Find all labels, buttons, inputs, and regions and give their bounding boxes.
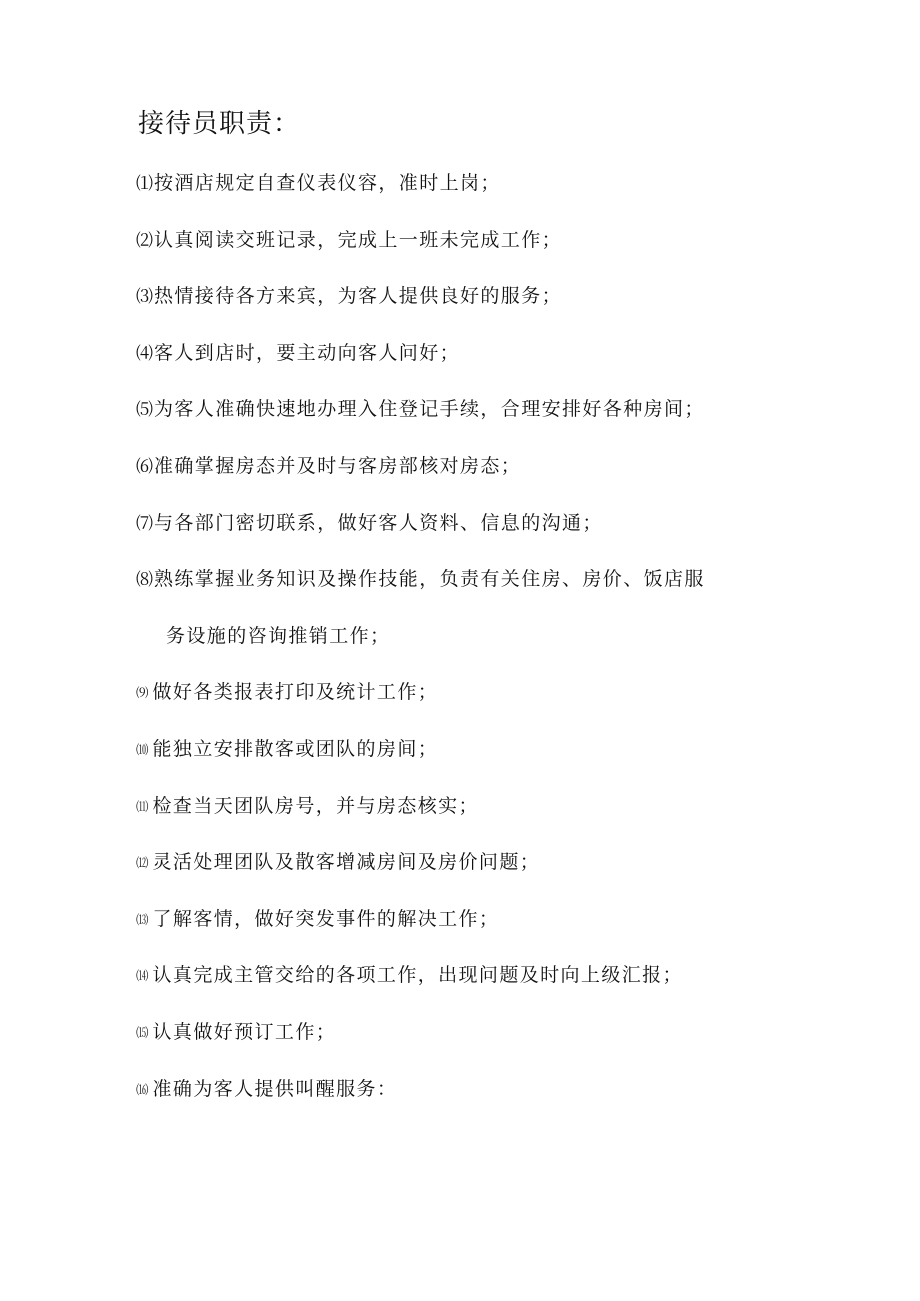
item-text: 按酒店规定自查仪表仪容，准时上岗；	[154, 172, 501, 194]
list-item	[136, 451, 705, 508]
list-item	[136, 1074, 705, 1131]
item-text: 了解客情，做好突发事件的解决工作；	[152, 907, 500, 930]
document-title: 接待员职责：	[138, 109, 301, 139]
item-number: ⑴	[136, 174, 153, 194]
item-number: ⒂	[136, 1024, 149, 1040]
item-text: 准确掌握房态并及时与客房部核对房态；	[154, 454, 522, 477]
list-item	[136, 1017, 705, 1074]
list-item	[136, 225, 705, 282]
item-text: 为客人准确快速地办理入住登记手续，合理安排好各种房间；	[154, 398, 705, 421]
item-number: ⑽	[136, 741, 149, 757]
list-item	[136, 508, 705, 565]
item-text: 熟练掌握业务知识及操作技能，负责有关住房、房价、饭店服	[154, 568, 705, 591]
item-text-continuation: 务设施的咨询推销工作；	[166, 624, 391, 647]
list-item	[136, 168, 705, 225]
list-item	[136, 734, 705, 791]
item-number: ⑼	[136, 685, 149, 701]
item-number: ⒁	[136, 968, 149, 984]
item-number: ⑵	[136, 230, 153, 251]
list-item	[136, 960, 705, 1017]
item-number: ⑹	[136, 456, 153, 477]
list-item	[136, 677, 705, 734]
list-item	[136, 338, 705, 395]
item-text: 认真完成主管交给的各项工作，出现问题及时向上级汇报；	[152, 964, 683, 987]
item-number: ⑾	[136, 798, 149, 814]
item-text: 客人到店时，要主动向客人问好；	[154, 341, 461, 364]
item-text: 准确为客人提供叫醒服务：	[152, 1077, 398, 1100]
item-text: 认真阅读交班记录，完成上一班未完成工作；	[154, 228, 563, 251]
item-text: 认真做好预订工作；	[152, 1020, 337, 1043]
item-text: 与各部门密切联系，做好客人资料、信息的沟通；	[154, 511, 603, 534]
item-text: 热情接待各方来宾，为客人提供良好的服务；	[154, 285, 563, 308]
item-text: 检查当天团队房号，并与房态核实；	[152, 794, 479, 817]
list-item	[136, 847, 705, 904]
list-item	[136, 791, 705, 848]
item-text: 灵活处理团队及散客增减房间及房价问题；	[152, 851, 541, 874]
item-text: 能独立安排散客或团队的房间；	[152, 737, 439, 760]
item-number: ⑸	[136, 400, 153, 421]
list-item	[136, 564, 705, 677]
duty-list	[136, 168, 705, 1130]
list-item	[136, 281, 705, 338]
item-number: ⑷	[136, 343, 153, 364]
item-number: ⑺	[136, 513, 153, 534]
item-number: ⑻	[136, 570, 153, 591]
list-item	[136, 904, 705, 961]
item-number: ⒀	[136, 911, 149, 927]
list-item	[136, 394, 705, 451]
item-number: ⒃	[136, 1081, 149, 1097]
item-number: ⑶	[136, 287, 153, 308]
item-number: ⑿	[136, 855, 149, 871]
item-text: 做好各类报表打印及统计工作；	[152, 681, 439, 704]
